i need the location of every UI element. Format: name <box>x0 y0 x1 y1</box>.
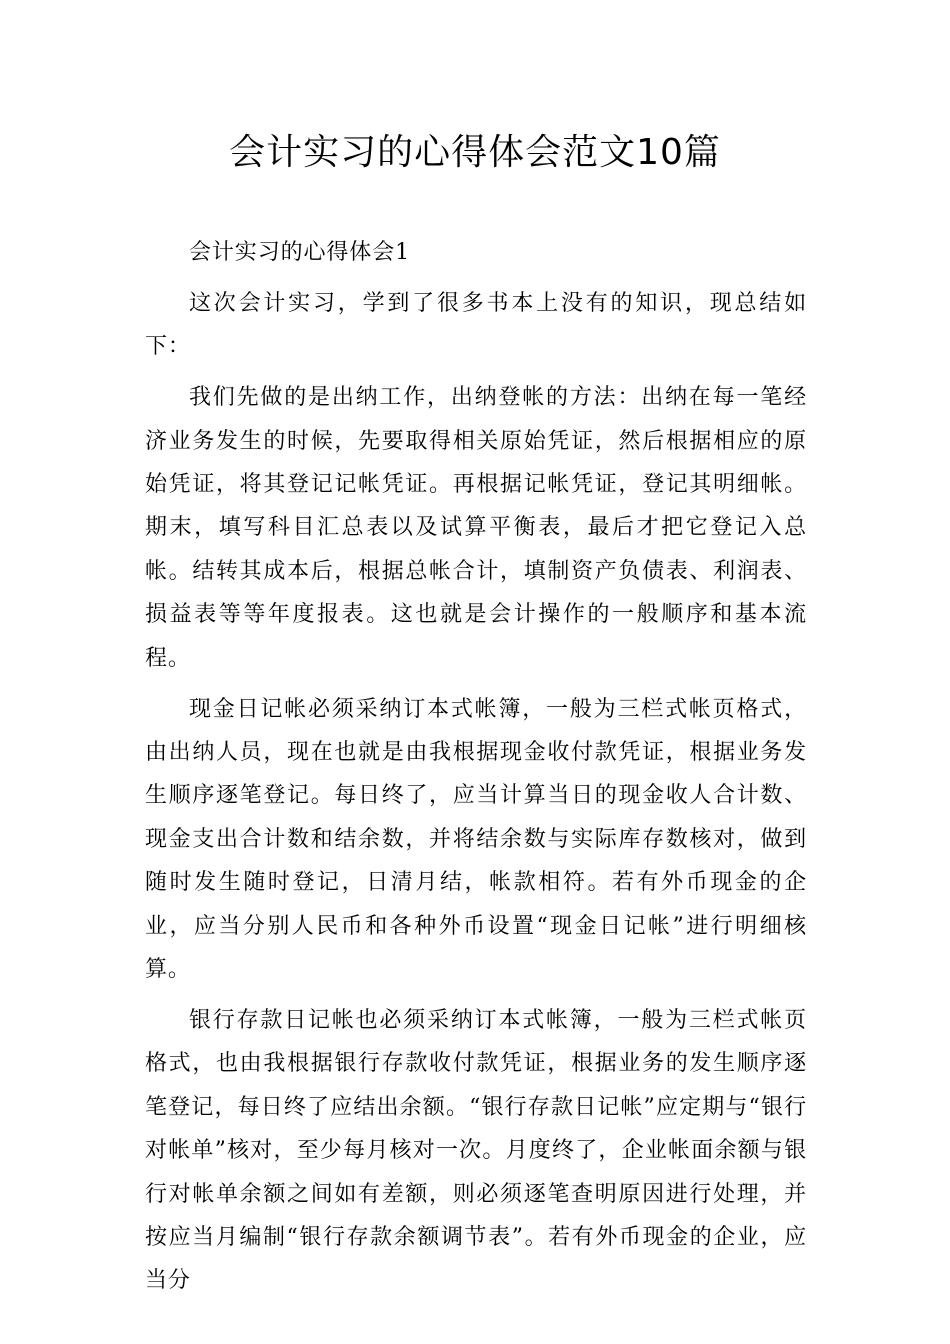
paragraph-cashier-work: 我们先做的是出纳工作，出纳登帐的方法：出纳在每一笔经济业务发生的时候，先要取得相关原始凭证，然后根据相应的原始凭证，将其登记记帐凭证。再根据记帐凭证，登记其明细帐。期末，填写科目汇总表以及试算平衡表，最后才把它登记入总帐。结转其成本后，根据总帐合计，填制资产负债表、利润表、损益表等等年度报表。这也就是会计操作的一般顺序和基本流程。 <box>145 385 807 671</box>
document-body <box>145 231 807 1310</box>
paragraph-bank-journal: 银行存款日记帐也必须采纳订本式帐簿，一般为三栏式帐页格式，也由我根据银行存款收付款凭证，根据业务的发生顺序逐笔登记，每日终了应结出余额。“银行存款日记帐”应定期与“银行对帐单”核对，至少每月核对一次。月度终了，企业帐面余额与银行对帐单余额之间如有差额，则必须逐笔查明原因进行处理，并按应当月编制“银行存款余额调节表”。若有外币现金的企业，应当分 <box>145 1007 807 1294</box>
paragraph-cash-journal: 现金日记帐必须采纳订本式帐簿，一般为三栏式帐页格式，由出纳人员，现在也就是由我根据现金收付款凭证，根据业务发生顺序逐笔登记。每日终了，应当计算当日的现金收人合计数、现金支出合计数和结余数，并将结余数与实际库存数核对，做到随时发生随时登记，日清月结，帐款相符。若有外币现金的企业，应当分别人民币和各种外币设置“现金日记帐”进行明细核算。 <box>145 696 807 982</box>
paragraph-intro: 这次会计实习，学到了很多书本上没有的知识，现总结如下： <box>145 290 807 360</box>
section-heading: 会计实习的心得体会1 <box>189 240 410 265</box>
document-title: 会计实习的心得体会范文10篇 <box>229 132 721 173</box>
